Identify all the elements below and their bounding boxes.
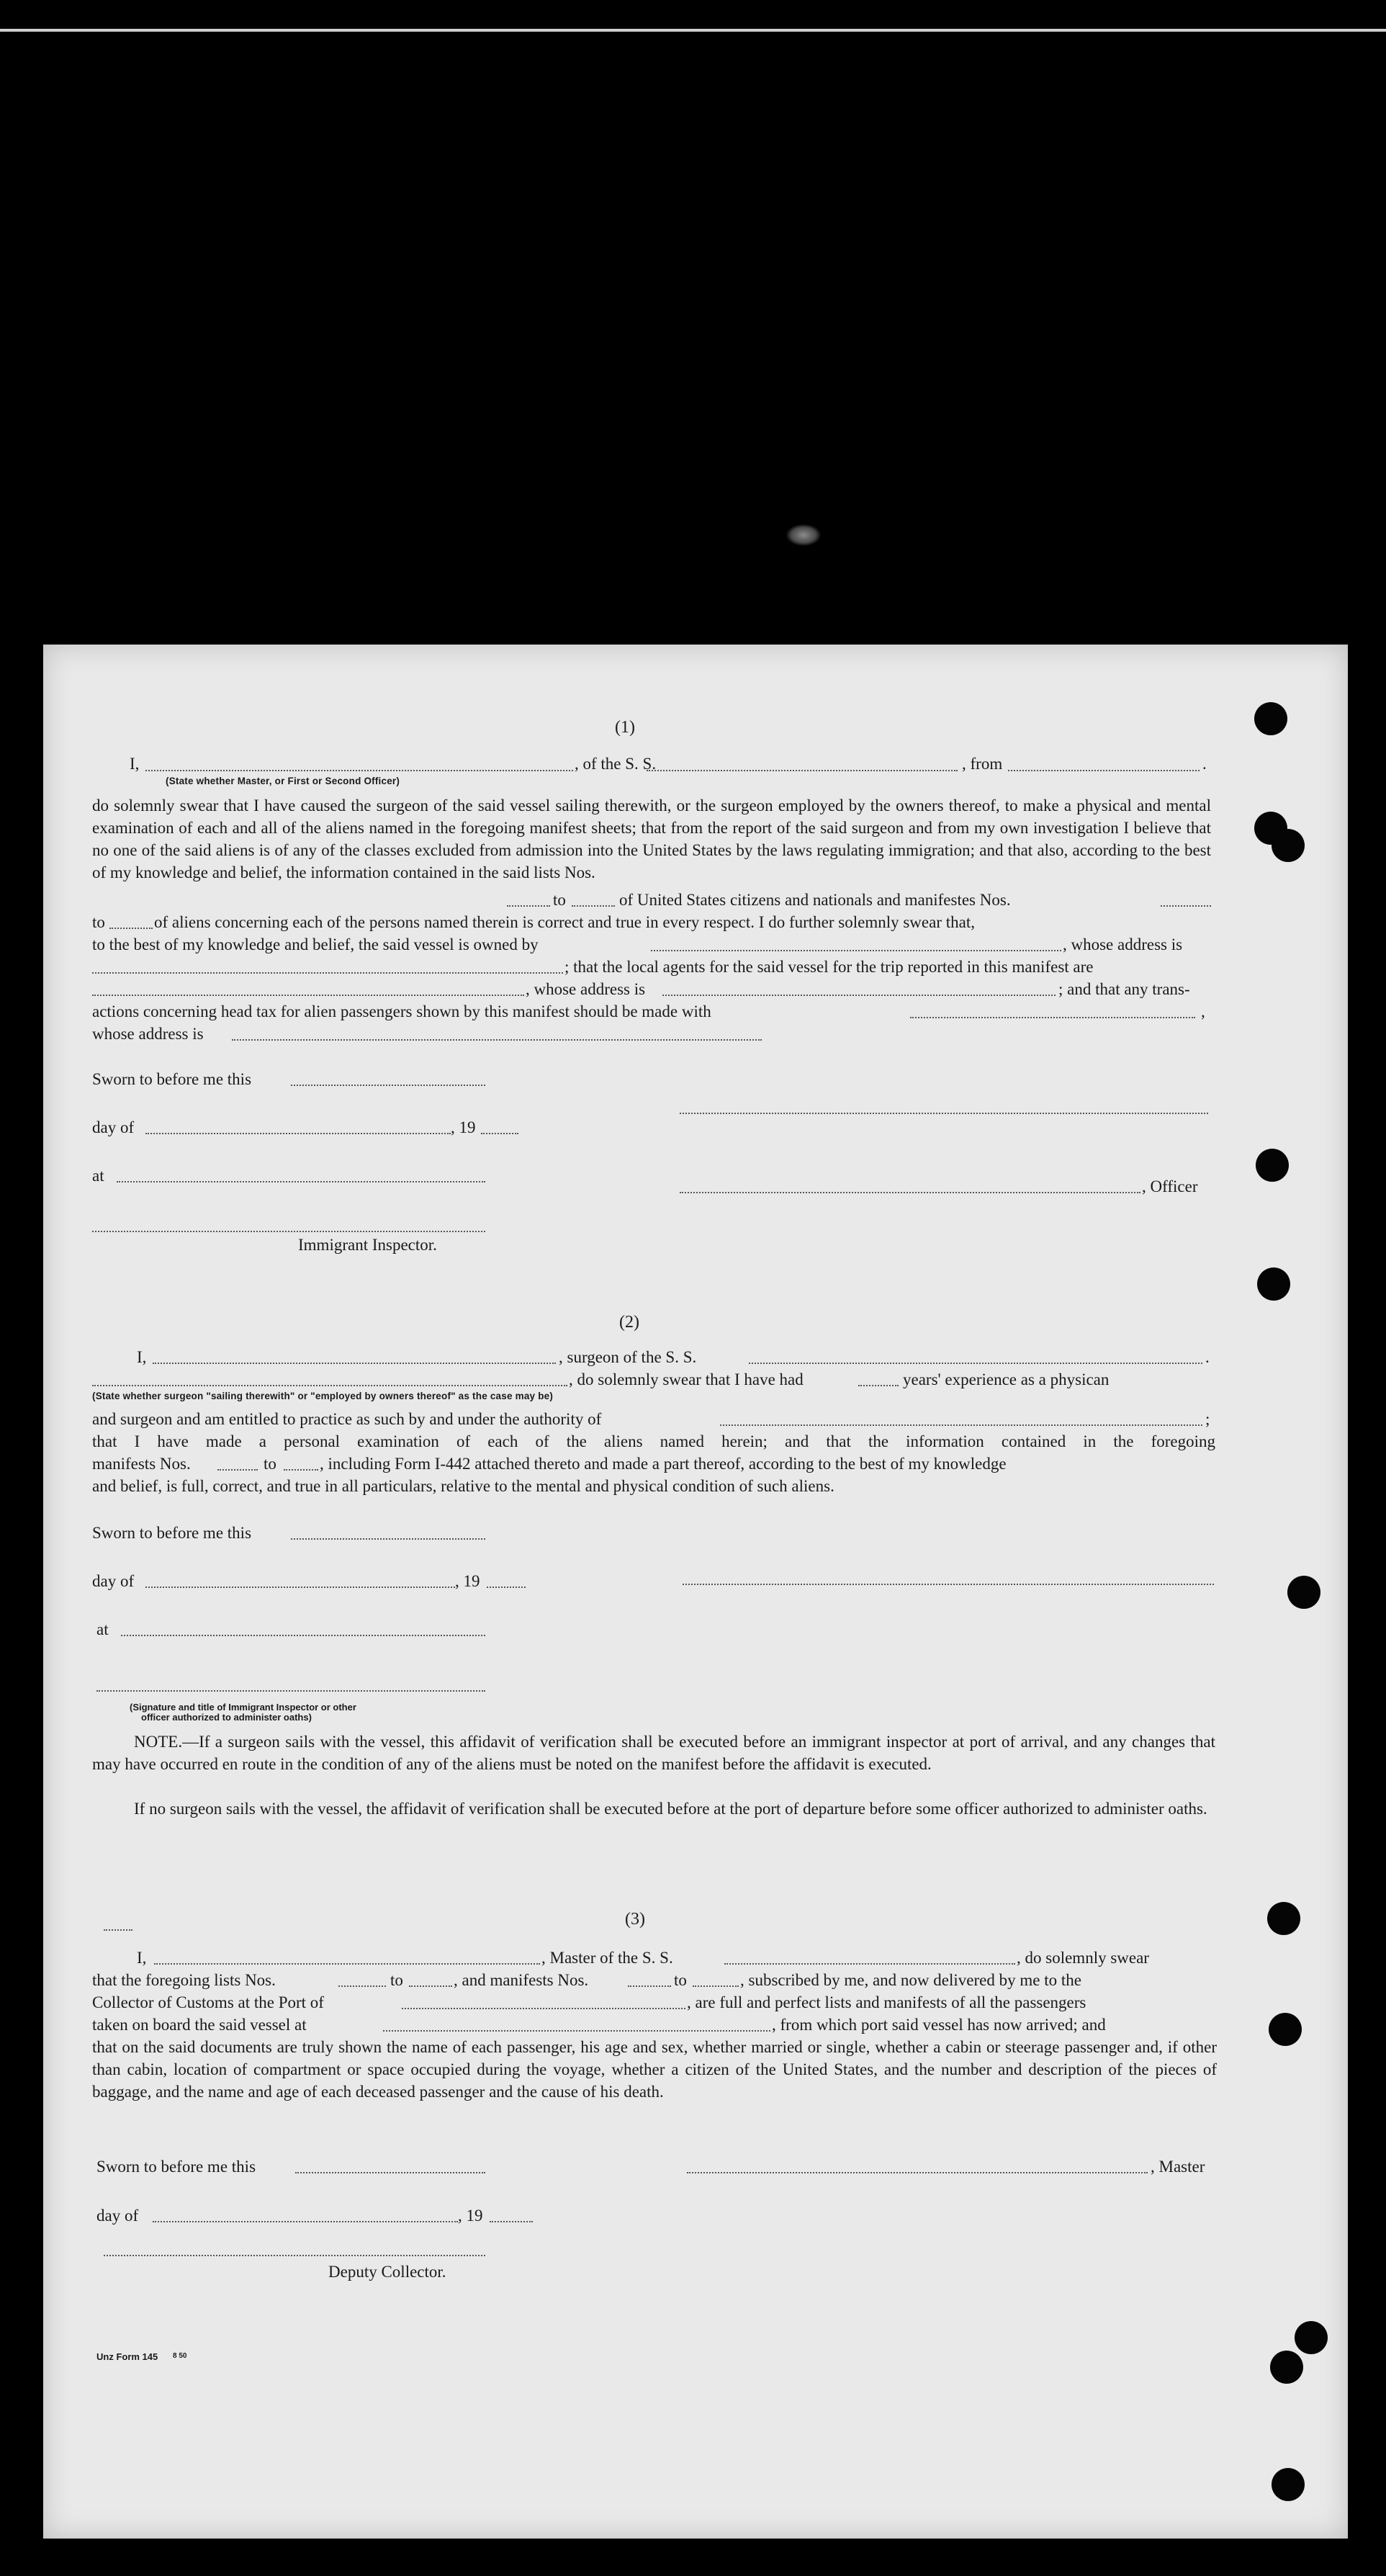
section-number: (3): [625, 1910, 645, 1929]
label-i: I,: [137, 1348, 147, 1366]
binder-hole: [1256, 1149, 1289, 1182]
label-from-which: , from which port said vessel has now arrived; and: [772, 2016, 1106, 2034]
label-to: to: [92, 913, 105, 931]
label-to: to: [264, 1455, 276, 1473]
label-end: .: [1202, 755, 1207, 773]
fill-line: [1161, 904, 1211, 907]
label-master-of: , Master of the S. S.: [541, 1949, 673, 1967]
label-sworn: Sworn to before me this: [96, 2158, 256, 2176]
label-sworn: Sworn to before me this: [92, 1070, 252, 1088]
fill-line: [910, 1015, 1195, 1018]
signature-note: officer authorized to administer oaths): [141, 1712, 312, 1723]
label-comma: ,: [1201, 1002, 1205, 1020]
label-19: , 19: [451, 1118, 476, 1136]
label-years-experience: years' experience as a physican: [903, 1370, 1110, 1388]
note-paragraph: If no surgeon sails with the vessel, the affidavit of verification shall be executed before at the port of departure before some officer authorized to administer oaths.: [134, 1800, 1207, 1818]
form-code: 8 50: [173, 2352, 187, 2360]
fill-line: [153, 1361, 556, 1364]
state-note: (State whether surgeon "sailing therewith" or "employed by owners thereof" as the case may be): [92, 1391, 554, 1401]
signature-line: [96, 1689, 485, 1692]
signature-line: [683, 1582, 1214, 1585]
fill-line: [104, 1928, 132, 1931]
label-i: I,: [137, 1949, 147, 1967]
label-full: , are full and perfect lists and manifests of all the passengers: [687, 1993, 1086, 2011]
fill-line: [507, 904, 550, 907]
fill-line: [572, 904, 615, 907]
label-swear: , do solemnly swear: [1017, 1949, 1149, 1967]
section-number: (1): [615, 718, 635, 737]
label-belief: and belief, is full, correct, and true in all particulars, relative to the mental and physical condition of such aliens.: [92, 1477, 834, 1495]
fill-line: [490, 2220, 533, 2222]
fill-line: [109, 926, 153, 929]
label-from: , from: [962, 755, 1003, 773]
label-swear: , do solemnly swear that I have had: [569, 1370, 804, 1388]
label-i: I,: [130, 755, 140, 773]
label-taken: taken on board the said vessel at: [92, 2016, 307, 2034]
fill-line: [693, 1984, 739, 1987]
label-form: , including Form I-442 attached thereto and made a part thereof, according to the best of my knowledge: [320, 1455, 1007, 1473]
label-owned-by: to the best of my knowledge and belief, the said vessel is owned by: [92, 935, 539, 953]
fill-line: [724, 1962, 1015, 1965]
form-id: Unz Form 145: [96, 2351, 158, 2362]
label-day-of: day of: [92, 1572, 135, 1590]
label-sworn: Sworn to before me this: [92, 1524, 252, 1542]
binder-hole: [1267, 1902, 1300, 1935]
fill-line: [720, 1423, 1202, 1426]
fill-line: [1008, 768, 1200, 771]
fill-line: [232, 1038, 762, 1041]
film-edge-line: [0, 29, 1386, 32]
fill-line: [92, 1383, 567, 1386]
oath-text: that I have made a personal examination of each of the aliens named herein; and that the information contained in the foregoing: [92, 1432, 1215, 1450]
label-at: at: [96, 1620, 109, 1638]
label-subscribed: , subscribed by me, and now delivered by me to the: [740, 1971, 1081, 1989]
binder-hole: [1272, 829, 1305, 862]
fill-line: [117, 1180, 485, 1182]
fill-line: [858, 1383, 899, 1386]
label-semicolon: ;: [1205, 1410, 1210, 1428]
label-end: .: [1205, 1348, 1210, 1366]
fill-line: [651, 948, 1061, 951]
binder-hole: [1269, 2013, 1302, 2046]
label-collector: Collector of Customs at the Port of: [92, 1993, 324, 2011]
rank-note: (State whether Master, or First or Second Officer): [166, 776, 400, 786]
note-paragraph: NOTE.—If a surgeon sails with the vessel, this affidavit of verification shall be executed before an immigrant inspector at port of arrival, and any changes that may have occurred en route in the condition of any of the aliens must be noted on the manifest before the affidavit is executed.: [92, 1733, 1215, 1773]
label-to: to: [553, 891, 566, 909]
fill-line: [481, 1131, 518, 1134]
signature-note: (Signature and title of Immigrant Inspector or other: [130, 1702, 356, 1713]
fill-line: [628, 1984, 671, 1987]
label-foregoing: that the foregoing lists Nos.: [92, 1971, 276, 1989]
fill-line: [153, 2220, 458, 2222]
label-19: , 19: [455, 1572, 480, 1590]
label-us-citizens: of United States citizens and nationals and manifestes Nos.: [619, 891, 1011, 909]
label-master: , Master: [1151, 2158, 1205, 2176]
label-day-of: day of: [96, 2207, 139, 2225]
signature-line: [680, 1111, 1208, 1114]
label-whose-address: , whose address is: [526, 980, 646, 998]
signature-line: [687, 2171, 1148, 2173]
section-number: (2): [619, 1313, 639, 1332]
label-manifests: , and manifests Nos.: [454, 1971, 589, 1989]
oath-text: do solemnly swear that I have caused the surgeon of the said vessel sailing therewith, or the surgeon employed by the owners thereof, to make a physical and mental examination of each and all of the aliens named in the foregoing manifest sheets; that from the report of the said surgeon and from my own investigation I believe that no one of the said aliens is of any of the classes excluded from admission into the United States by the laws regulating immigration; and that also, according to the best of my knowledge and belief, the information contained in the said lists Nos.: [92, 796, 1211, 881]
signature-line: [104, 2253, 485, 2256]
label-manifests: manifests Nos.: [92, 1455, 191, 1473]
fill-line: [145, 1131, 451, 1134]
label-local-agents: ; that the local agents for the said vessel for the trip reported in this manifest are: [564, 958, 1094, 976]
fill-line: [338, 1984, 386, 1987]
label-surgeon-of: , surgeon of the S. S.: [559, 1348, 697, 1366]
label-day-of: day of: [92, 1118, 135, 1136]
fill-line: [217, 1468, 258, 1471]
label-of-ss: , of the S. S.: [575, 755, 657, 773]
binder-hole: [1287, 1576, 1320, 1609]
label-at: at: [92, 1167, 104, 1185]
fill-line: [487, 1585, 526, 1588]
binder-hole: [1270, 2351, 1303, 2384]
fill-line: [291, 1537, 485, 1540]
fill-line: [295, 2171, 485, 2173]
label-actions: actions concerning head tax for alien passengers shown by this manifest should be made with: [92, 1002, 711, 1020]
label-officer: , Officer: [1142, 1177, 1198, 1195]
label-to: to: [674, 1971, 687, 1989]
fill-line: [145, 768, 573, 771]
label-any-trans: ; and that any trans-: [1058, 980, 1190, 998]
fill-line: [749, 1361, 1202, 1364]
fill-line: [383, 2029, 770, 2032]
label-19: , 19: [458, 2207, 483, 2225]
fill-line: [662, 993, 1056, 996]
signature-line: [92, 1229, 485, 1232]
signature-line: [680, 1190, 1140, 1193]
fill-line: [409, 1984, 452, 1987]
fill-line: [121, 1633, 485, 1636]
label-immigrant-inspector: Immigrant Inspector.: [298, 1236, 437, 1254]
fill-line: [154, 1962, 540, 1965]
fill-line: [647, 768, 958, 771]
form-page: [43, 645, 1348, 2539]
binder-hole: [1272, 2468, 1305, 2501]
fill-line: [92, 993, 524, 996]
fill-line: [92, 971, 563, 974]
binder-hole: [1257, 1267, 1290, 1301]
label-aliens-concerning: of aliens concerning each of the persons named therein is correct and true in every respect. I do further solemnly swear that,: [154, 913, 975, 931]
binder-hole: [1295, 2321, 1328, 2354]
binder-hole: [1254, 702, 1287, 735]
label-entitled: and surgeon and am entitled to practice as such by and under the authority of: [92, 1410, 602, 1428]
label-whose-address: whose address is: [92, 1025, 204, 1043]
fill-line: [284, 1468, 318, 1471]
film-speck: [786, 524, 821, 546]
label-whose-address: , whose address is: [1063, 935, 1183, 953]
fill-line: [291, 1083, 485, 1086]
label-to: to: [390, 1971, 403, 1989]
oath-text: that on the said documents are truly shown the name of each passenger, his age and sex, whether married or single, whether a cabin or steerage passenger and, if other than cabin, location of compartment or space occupied during the voyage, whether a citizen of the United States, and the number and description of the pieces of baggage, and the name and age of each deceased passenger and the cause of his death.: [92, 2038, 1217, 2101]
fill-line: [402, 2006, 685, 2009]
label-deputy-collector: Deputy Collector.: [328, 2263, 446, 2281]
fill-line: [145, 1585, 455, 1588]
